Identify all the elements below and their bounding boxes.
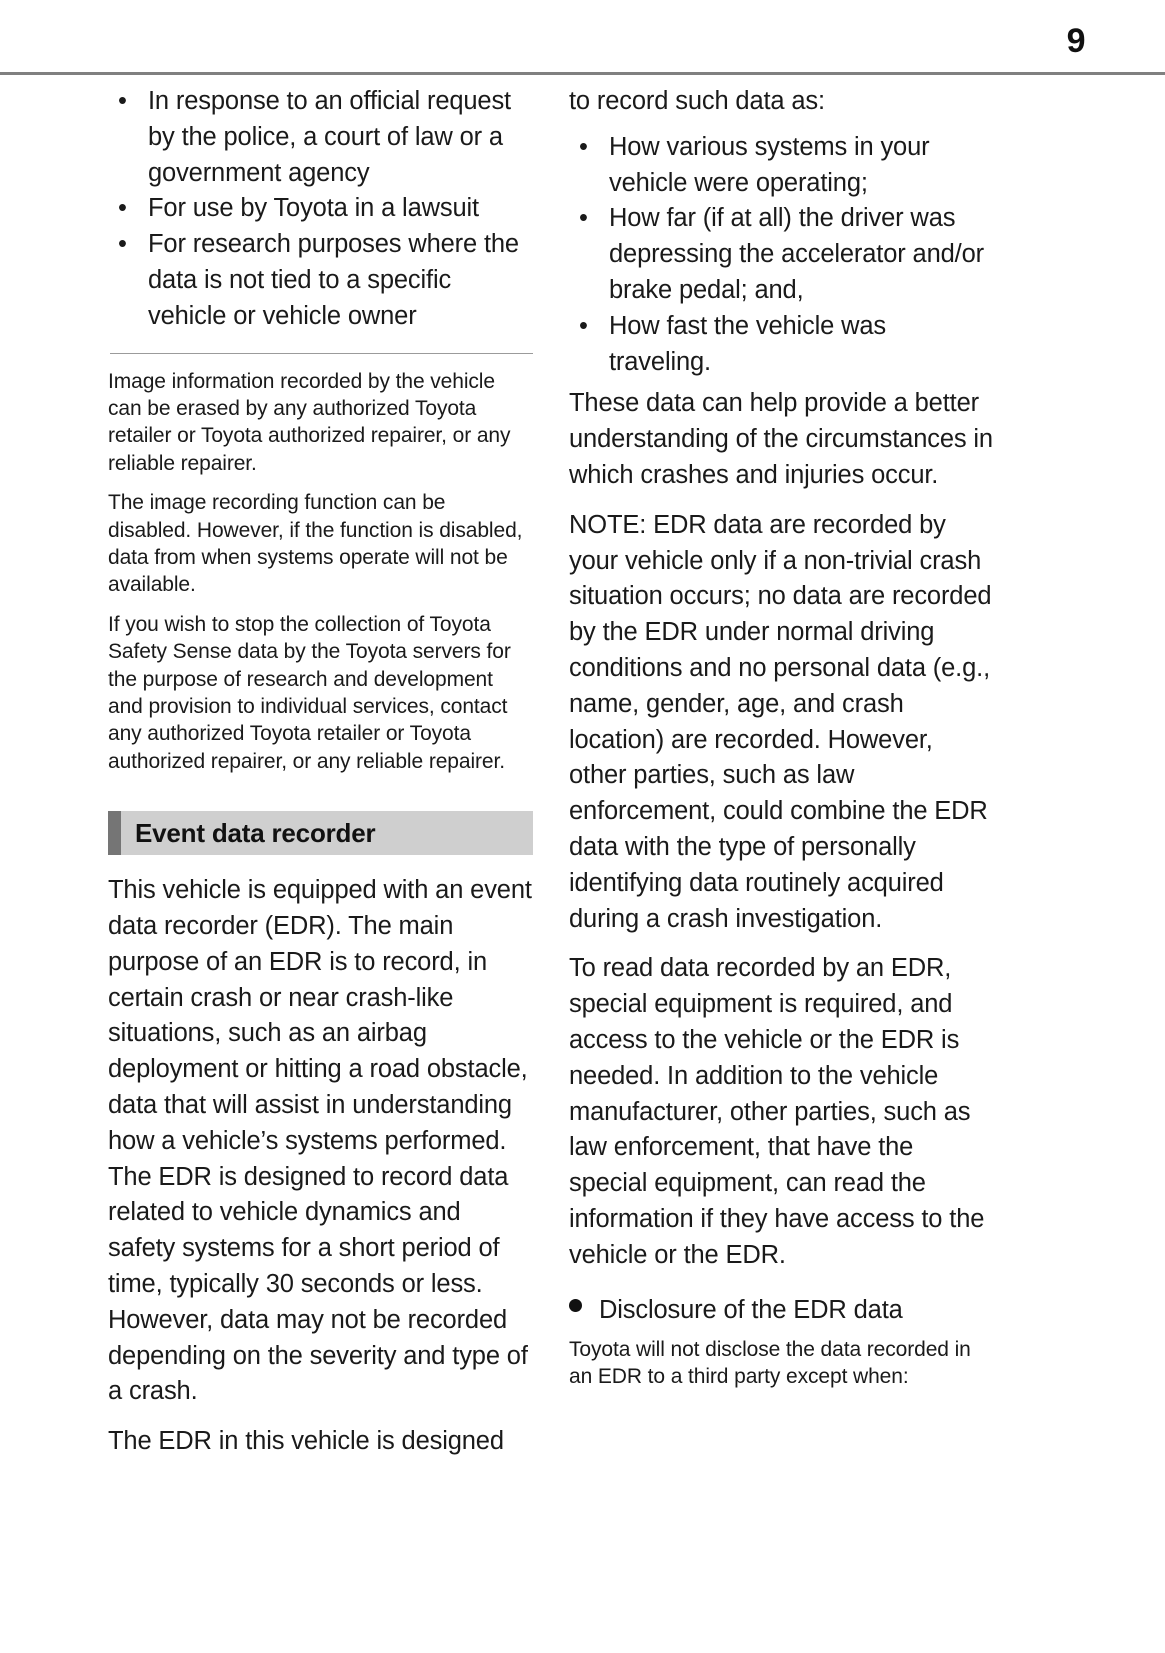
body-paragraph: NOTE: EDR data are recorded by your vehicle only if a non-trivial crash situation occurs; no data are recorded by the EDR under normal driving conditions and no personal data (e.g., name, gender, age, and crash location) are recorded. However, other parties, such as law enforcement, could combine the EDR data with the type of personally identifying data routinely acquired during a crash investigation. xyxy=(569,510,992,933)
list-item xyxy=(108,227,533,334)
two-column-body xyxy=(0,84,1165,1474)
page-number: 9 xyxy=(1066,22,1085,60)
round-bullet-icon xyxy=(569,1299,582,1312)
list-item xyxy=(108,191,533,227)
square-bullet-icon: • xyxy=(118,87,127,115)
body-paragraph: This vehicle is equipped with an event data recorder (EDR). The main purpose of an EDR is to record, in certain crash or near crash-like situations, such as an airbag deployment or hitting a road obstacle, data that will assist in understanding how a vehicle’s systems performed. The EDR is designed to record data related to vehicle dynamics and safety systems for a short period of time, typically 30 seconds or less. However, data may not be recorded depending on the severity and type of a crash. xyxy=(108,876,532,1406)
list-item-text: How various systems in your vehicle were operating; xyxy=(609,132,930,197)
square-bullet-icon: • xyxy=(118,230,127,259)
subheading-disclosure xyxy=(569,1294,994,1326)
list-item xyxy=(569,309,994,381)
body-paragraph: The EDR in this vehicle is designed xyxy=(108,1427,504,1456)
list-item-text: In response to an official request by the police, a court of law or a government agency xyxy=(148,87,511,187)
note-divider xyxy=(110,353,533,354)
list-item xyxy=(569,201,994,308)
note-paragraph: The image recording function can be disabled. However, if the function is disabled, data from when systems operate will not be available. xyxy=(108,491,523,597)
note-paragraph: Image information recorded by the vehicle can be erased by any authorized Toyota retailer or Toyota authorized repairer, or any reliable repairer. xyxy=(108,369,511,475)
disclosure-exception-list xyxy=(108,84,533,335)
subheading-label: Disclosure of the EDR data xyxy=(599,1295,903,1324)
page-header xyxy=(0,0,1165,76)
body-paragraph: To read data recorded by an EDR, special equipment is required, and access to the vehicle or the EDR is needed. In addition to the vehicle manufacturer, other parties, such as law enforcement, that have the special equipment, can read the information if they have access to the vehicle or the EDR. xyxy=(569,954,985,1269)
lead-in-paragraph: to record such data as: xyxy=(569,87,825,115)
list-item xyxy=(569,130,994,202)
section-heading-bar xyxy=(108,811,533,855)
section-heading-label: Event data recorder xyxy=(135,817,376,848)
square-bullet-icon: • xyxy=(118,194,127,223)
right-column xyxy=(569,84,994,1474)
edr-data-type-list xyxy=(569,130,994,381)
square-bullet-icon: • xyxy=(579,132,588,161)
body-paragraph: These data can help provide a better understanding of the circumstances in which crashes and injuries occur. xyxy=(569,389,993,489)
note-paragraph: Toyota will not disclose the data recorded in an EDR to a third party except when: xyxy=(569,1337,971,1388)
left-column xyxy=(108,84,533,1474)
header-divider-rule xyxy=(0,72,1165,75)
list-item-text: How fast the vehicle was traveling. xyxy=(609,311,887,376)
list-item-text: How far (if at all) the driver was depressing the accelerator and/or brake pedal; and, xyxy=(609,204,984,304)
list-item xyxy=(108,84,533,191)
note-paragraph: If you wish to stop the collection of Toyota Safety Sense data by the Toyota servers for the purpose of research and development and provision to individual services, contact any authorized Toyota retailer or Toyota authorized repairer, or any reliable repairer. xyxy=(108,612,511,773)
list-item-text: For research purposes where the data is not tied to a specific vehicle or vehicle owner xyxy=(148,230,519,330)
square-bullet-icon: • xyxy=(579,311,588,340)
square-bullet-icon: • xyxy=(579,204,588,233)
list-item-text: For use by Toyota in a lawsuit xyxy=(148,194,479,223)
section-accent-tab xyxy=(108,811,121,855)
